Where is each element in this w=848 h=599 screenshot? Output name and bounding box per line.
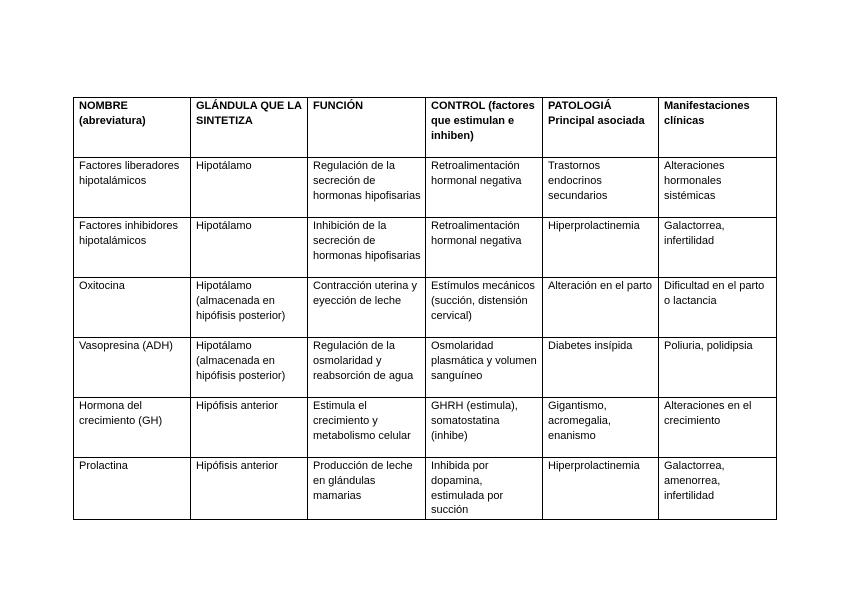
table-cell: Poliuria, polidipsia	[659, 338, 777, 398]
table-cell: Contracción uterina y eyección de leche	[308, 278, 426, 338]
table-row	[74, 218, 777, 278]
table-row	[74, 458, 777, 520]
table-cell: GHRH (estimula), somatostatina (inhibe)	[426, 398, 543, 458]
table-cell: Factores liberadores hipotalámicos	[74, 158, 191, 218]
table-row	[74, 398, 777, 458]
table-cell: Retroalimentación hormonal negativa	[426, 218, 543, 278]
table-cell: Vasopresina (ADH)	[74, 338, 191, 398]
table-cell: Diabetes insípida	[543, 338, 659, 398]
table-cell: Hiperprolactinemia	[543, 458, 659, 520]
table-cell: Alteración en el parto	[543, 278, 659, 338]
table-cell: Inhibida por dopamina, estimulada por succión	[426, 458, 543, 520]
table-cell: Hipotálamo (almacenada en hipófisis posterior)	[191, 338, 308, 398]
table-cell: Hiperprolactinemia	[543, 218, 659, 278]
header-glandula: GLÁNDULA QUE LA SINTETIZA	[191, 98, 308, 158]
table-cell: Producción de leche en glándulas mamarias	[308, 458, 426, 520]
header-manifestaciones: Manifestaciones clínicas	[659, 98, 777, 158]
table-cell: Regulación de la osmolaridad y reabsorción de agua	[308, 338, 426, 398]
hormones-table	[73, 97, 777, 520]
table-row	[74, 158, 777, 218]
table-cell: Hipófisis anterior	[191, 458, 308, 520]
table-cell: Dificultad en el parto o lactancia	[659, 278, 777, 338]
table-header-row	[74, 98, 777, 158]
table-cell: Retroalimentación hormonal negativa	[426, 158, 543, 218]
table-cell: Regulación de la secreción de hormonas hipofisarias	[308, 158, 426, 218]
table-cell: Gigantismo, acromegalia, enanismo	[543, 398, 659, 458]
table-cell: Hipófisis anterior	[191, 398, 308, 458]
header-patologia: PATOLOGIÁ Principal asociada	[543, 98, 659, 158]
header-funcion: FUNCIÓN	[308, 98, 426, 158]
table-cell: Trastornos endocrinos secundarios	[543, 158, 659, 218]
table-cell: Estimula el crecimiento y metabolismo celular	[308, 398, 426, 458]
table-cell: Hipotálamo (almacenada en hipófisis posterior)	[191, 278, 308, 338]
table-cell: Galactorrea, amenorrea, infertilidad	[659, 458, 777, 520]
table-cell: Factores inhibidores hipotalámicos	[74, 218, 191, 278]
header-nombre: NOMBRE (abreviatura)	[74, 98, 191, 158]
table-row	[74, 338, 777, 398]
table-cell: Galactorrea, infertilidad	[659, 218, 777, 278]
table-row	[74, 278, 777, 338]
table-cell: Hipotálamo	[191, 158, 308, 218]
table-cell: Estímulos mecánicos (succión, distensión cervical)	[426, 278, 543, 338]
header-control: CONTROL (factores que estimulan e inhiben)	[426, 98, 543, 158]
table-cell: Alteraciones en el crecimiento	[659, 398, 777, 458]
table-cell: Prolactina	[74, 458, 191, 520]
table-cell: Inhibición de la secreción de hormonas hipofisarias	[308, 218, 426, 278]
table-cell: Hipotálamo	[191, 218, 308, 278]
table-cell: Alteraciones hormonales sistémicas	[659, 158, 777, 218]
table-cell: Osmolaridad plasmática y volumen sanguíneo	[426, 338, 543, 398]
table-cell: Hormona del crecimiento (GH)	[74, 398, 191, 458]
table-cell: Oxitocina	[74, 278, 191, 338]
